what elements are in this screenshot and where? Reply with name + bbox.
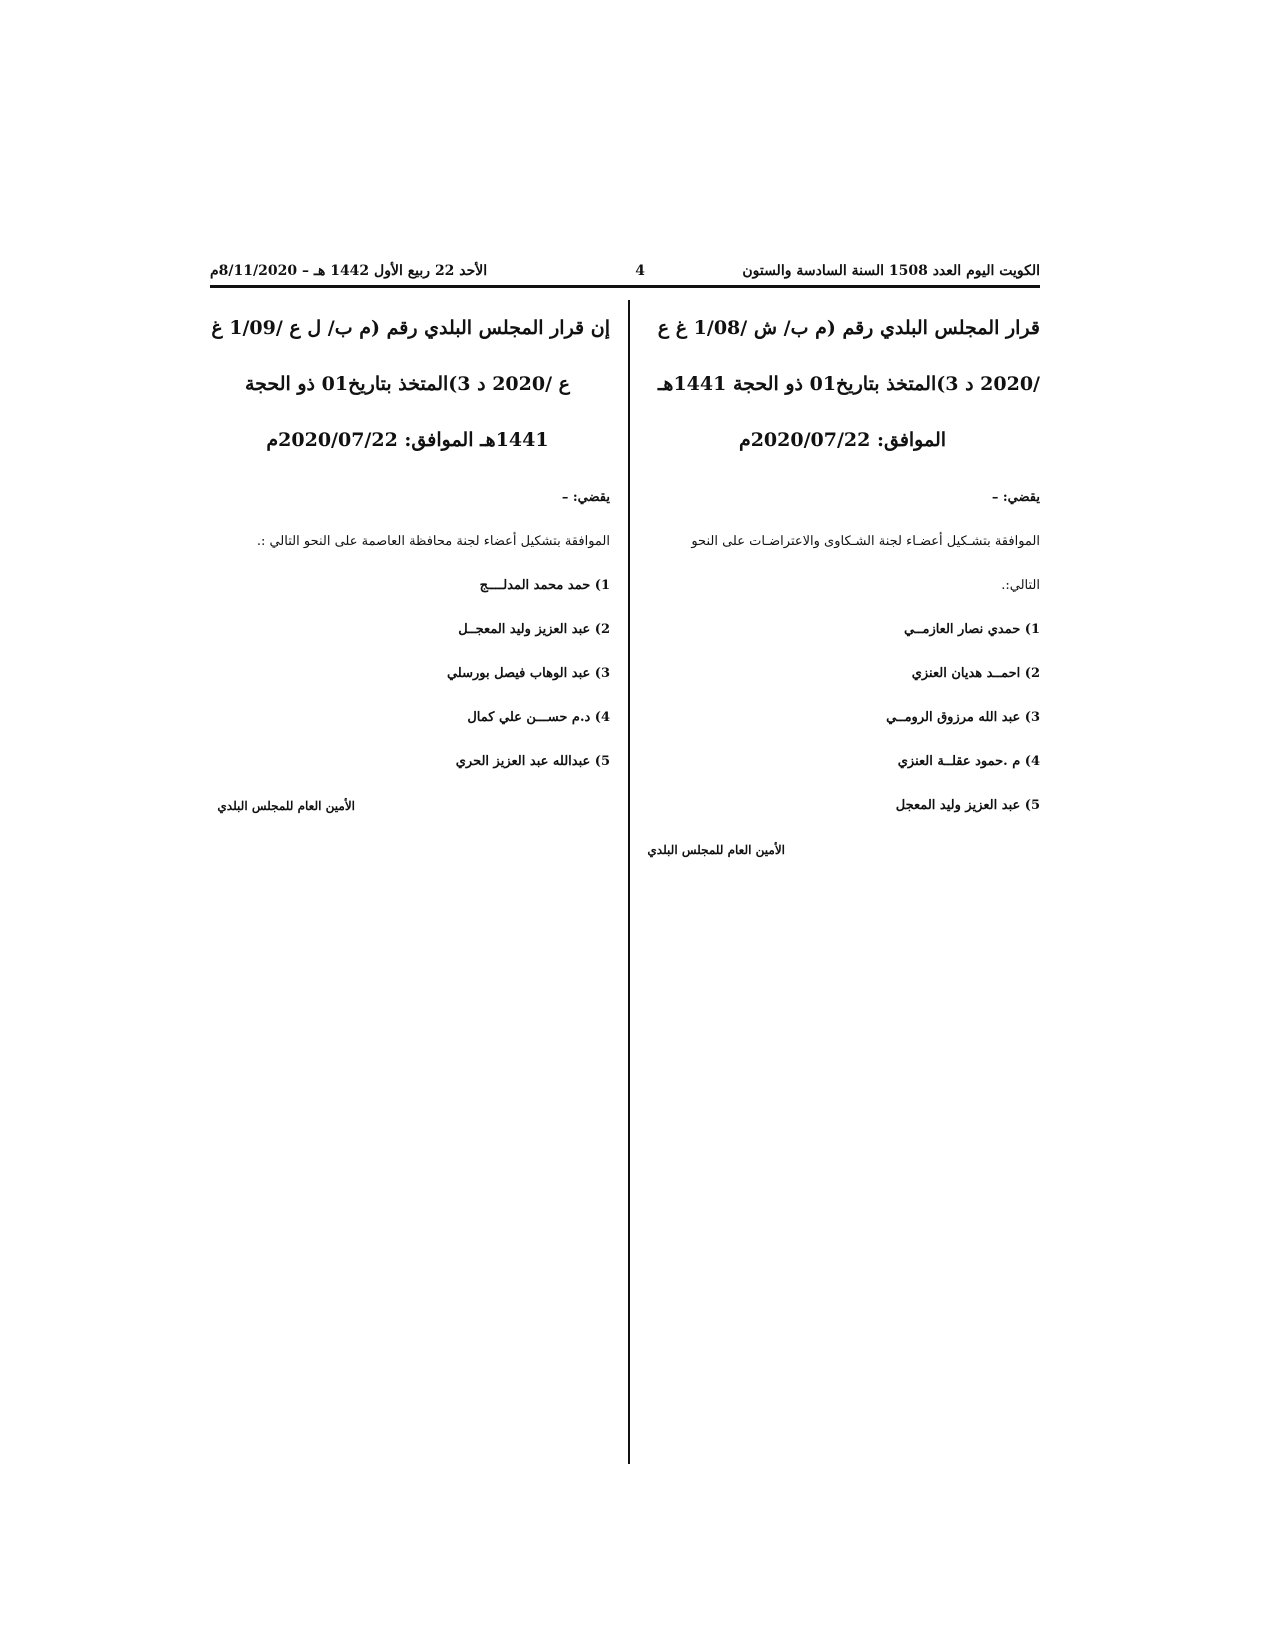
member-list-item: 2) عبد العزيز وليد المعجــل bbox=[458, 622, 610, 637]
column-divider bbox=[628, 300, 630, 1464]
decision-title-line-3: الموافق: 2020/07/22م bbox=[738, 429, 947, 451]
decision-right-column bbox=[645, 300, 1040, 872]
publication-date: الأحد 22 ربيع الأول 1442 هـ – 8/11/2020م bbox=[210, 263, 488, 279]
member-list-item: 1) حمدي نصار العازمــي bbox=[904, 622, 1040, 637]
page-header bbox=[210, 259, 1040, 285]
member-list-item: 2) احمــد هديان العنزي bbox=[911, 666, 1040, 681]
decision-title-line-3: 1441هـ الموافق: 2020/07/22م bbox=[266, 429, 549, 451]
page-number: 4 bbox=[635, 263, 645, 279]
member-list-item: 1) حمد محمد المدلــــج bbox=[479, 578, 610, 593]
decision-left-column bbox=[205, 300, 610, 828]
member-list-item: 4) م .حمود عقلــة العنزي bbox=[897, 754, 1040, 769]
decision-body-line-1: الموافقة بتشكيل أعضاء لجنة محافظة العاصمة على النحو التالي :. bbox=[256, 534, 610, 549]
signature-block: الأمين العام للمجلس البلدي bbox=[217, 799, 355, 813]
signature-block: الأمين العام للمجلس البلدي bbox=[647, 843, 785, 857]
gazette-issue-info: الكويت اليوم العدد 1508 السنة السادسة والستون bbox=[742, 263, 1040, 279]
decision-body-line-1: الموافقة بتشـكيل أعضـاء لجنة الشـكاوى والاعتراضـات على النحو bbox=[691, 534, 1040, 549]
member-list-item: 3) عبد الوهاب فيصل بورسلي bbox=[446, 666, 610, 681]
decision-title-line-2: ع /2020 د 3)المتخذ بتاريخ01 ذو الحجة bbox=[244, 373, 570, 395]
decides-heading: يقضي: – bbox=[991, 490, 1040, 505]
decision-title-line-2: /2020 د 3)المتخذ بتاريخ01 ذو الحجة 1441هـ bbox=[657, 373, 1040, 395]
member-list-item: 5) عبد العزيز وليد المعجل bbox=[895, 798, 1040, 813]
member-list-item: 5) عبدالله عبد العزيز الحري bbox=[455, 754, 610, 769]
decision-body-line-2: التالي:. bbox=[1001, 578, 1040, 593]
decision-title-line-1: إن قرار المجلس البلدي رقم (م ب/ ل ع /1/09 غ bbox=[211, 317, 610, 339]
member-list-item: 3) عبد الله مرزوق الرومــي bbox=[886, 710, 1040, 725]
header-divider bbox=[210, 285, 1040, 288]
member-list-item: 4) د.م حســـن علي كمال bbox=[467, 710, 610, 725]
decides-heading: يقضي: – bbox=[561, 490, 610, 505]
decision-title-line-1: قرار المجلس البلدي رقم (م ب/ ش /1/08 غ ع bbox=[657, 317, 1040, 339]
